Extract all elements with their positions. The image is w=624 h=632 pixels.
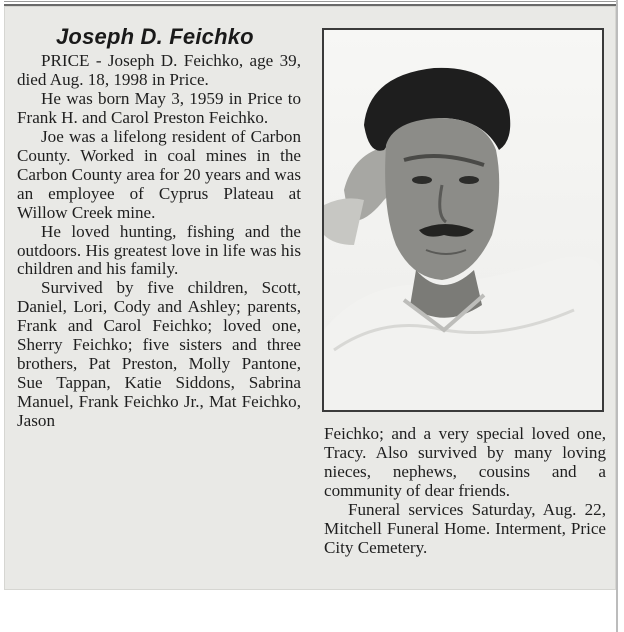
right-column (324, 425, 606, 558)
obituary-headline: Joseph D. Feichko (56, 24, 254, 49)
paragraph-survivors-continued: Feichko; and a very special loved one, Tracy. Also survived by many loving nieces, nephews, cousins and a community of dear friends. (324, 424, 606, 500)
page-edge (616, 0, 618, 632)
paragraph-interests: He loved hunting, fishing and the outdoors. His greatest love in life was his children and his family. (17, 221, 301, 279)
top-rule (4, 1, 616, 2)
left-column (17, 52, 301, 431)
scan-margin (0, 590, 624, 632)
paragraph-survivors: Survived by five children, Scott, Daniel, Lori, Cody and Ashley; parents, Frank and Carol Feichko; loved one, Sherry Feichko; five sisters and three brothers, Pat Preston, Molly Pantone, Sue Tappan, Katie Siddons, Sabrina Manuel, Frank Feichko Jr., Mat Feichko, Jason (17, 278, 301, 431)
paragraph-services: Funeral services Saturday, Aug. 22, Mitchell Funeral Home. Interment, Price City Cemetery. (324, 499, 606, 557)
paragraph-birth: He was born May 3, 1959 in Price to Frank H. and Carol Preston Feichko. (17, 88, 301, 127)
portrait-photo (322, 28, 604, 412)
paragraph-death-notice: PRICE - Joseph D. Feichko, age 39, died Aug. 18, 1998 in Price. (17, 51, 301, 89)
paragraph-career: Joe was a lifelong resident of Carbon County. Worked in coal mines in the Carbon County area for 20 years and was an employee of Cyprus Plateau at Willow Creek mine. (17, 126, 301, 222)
